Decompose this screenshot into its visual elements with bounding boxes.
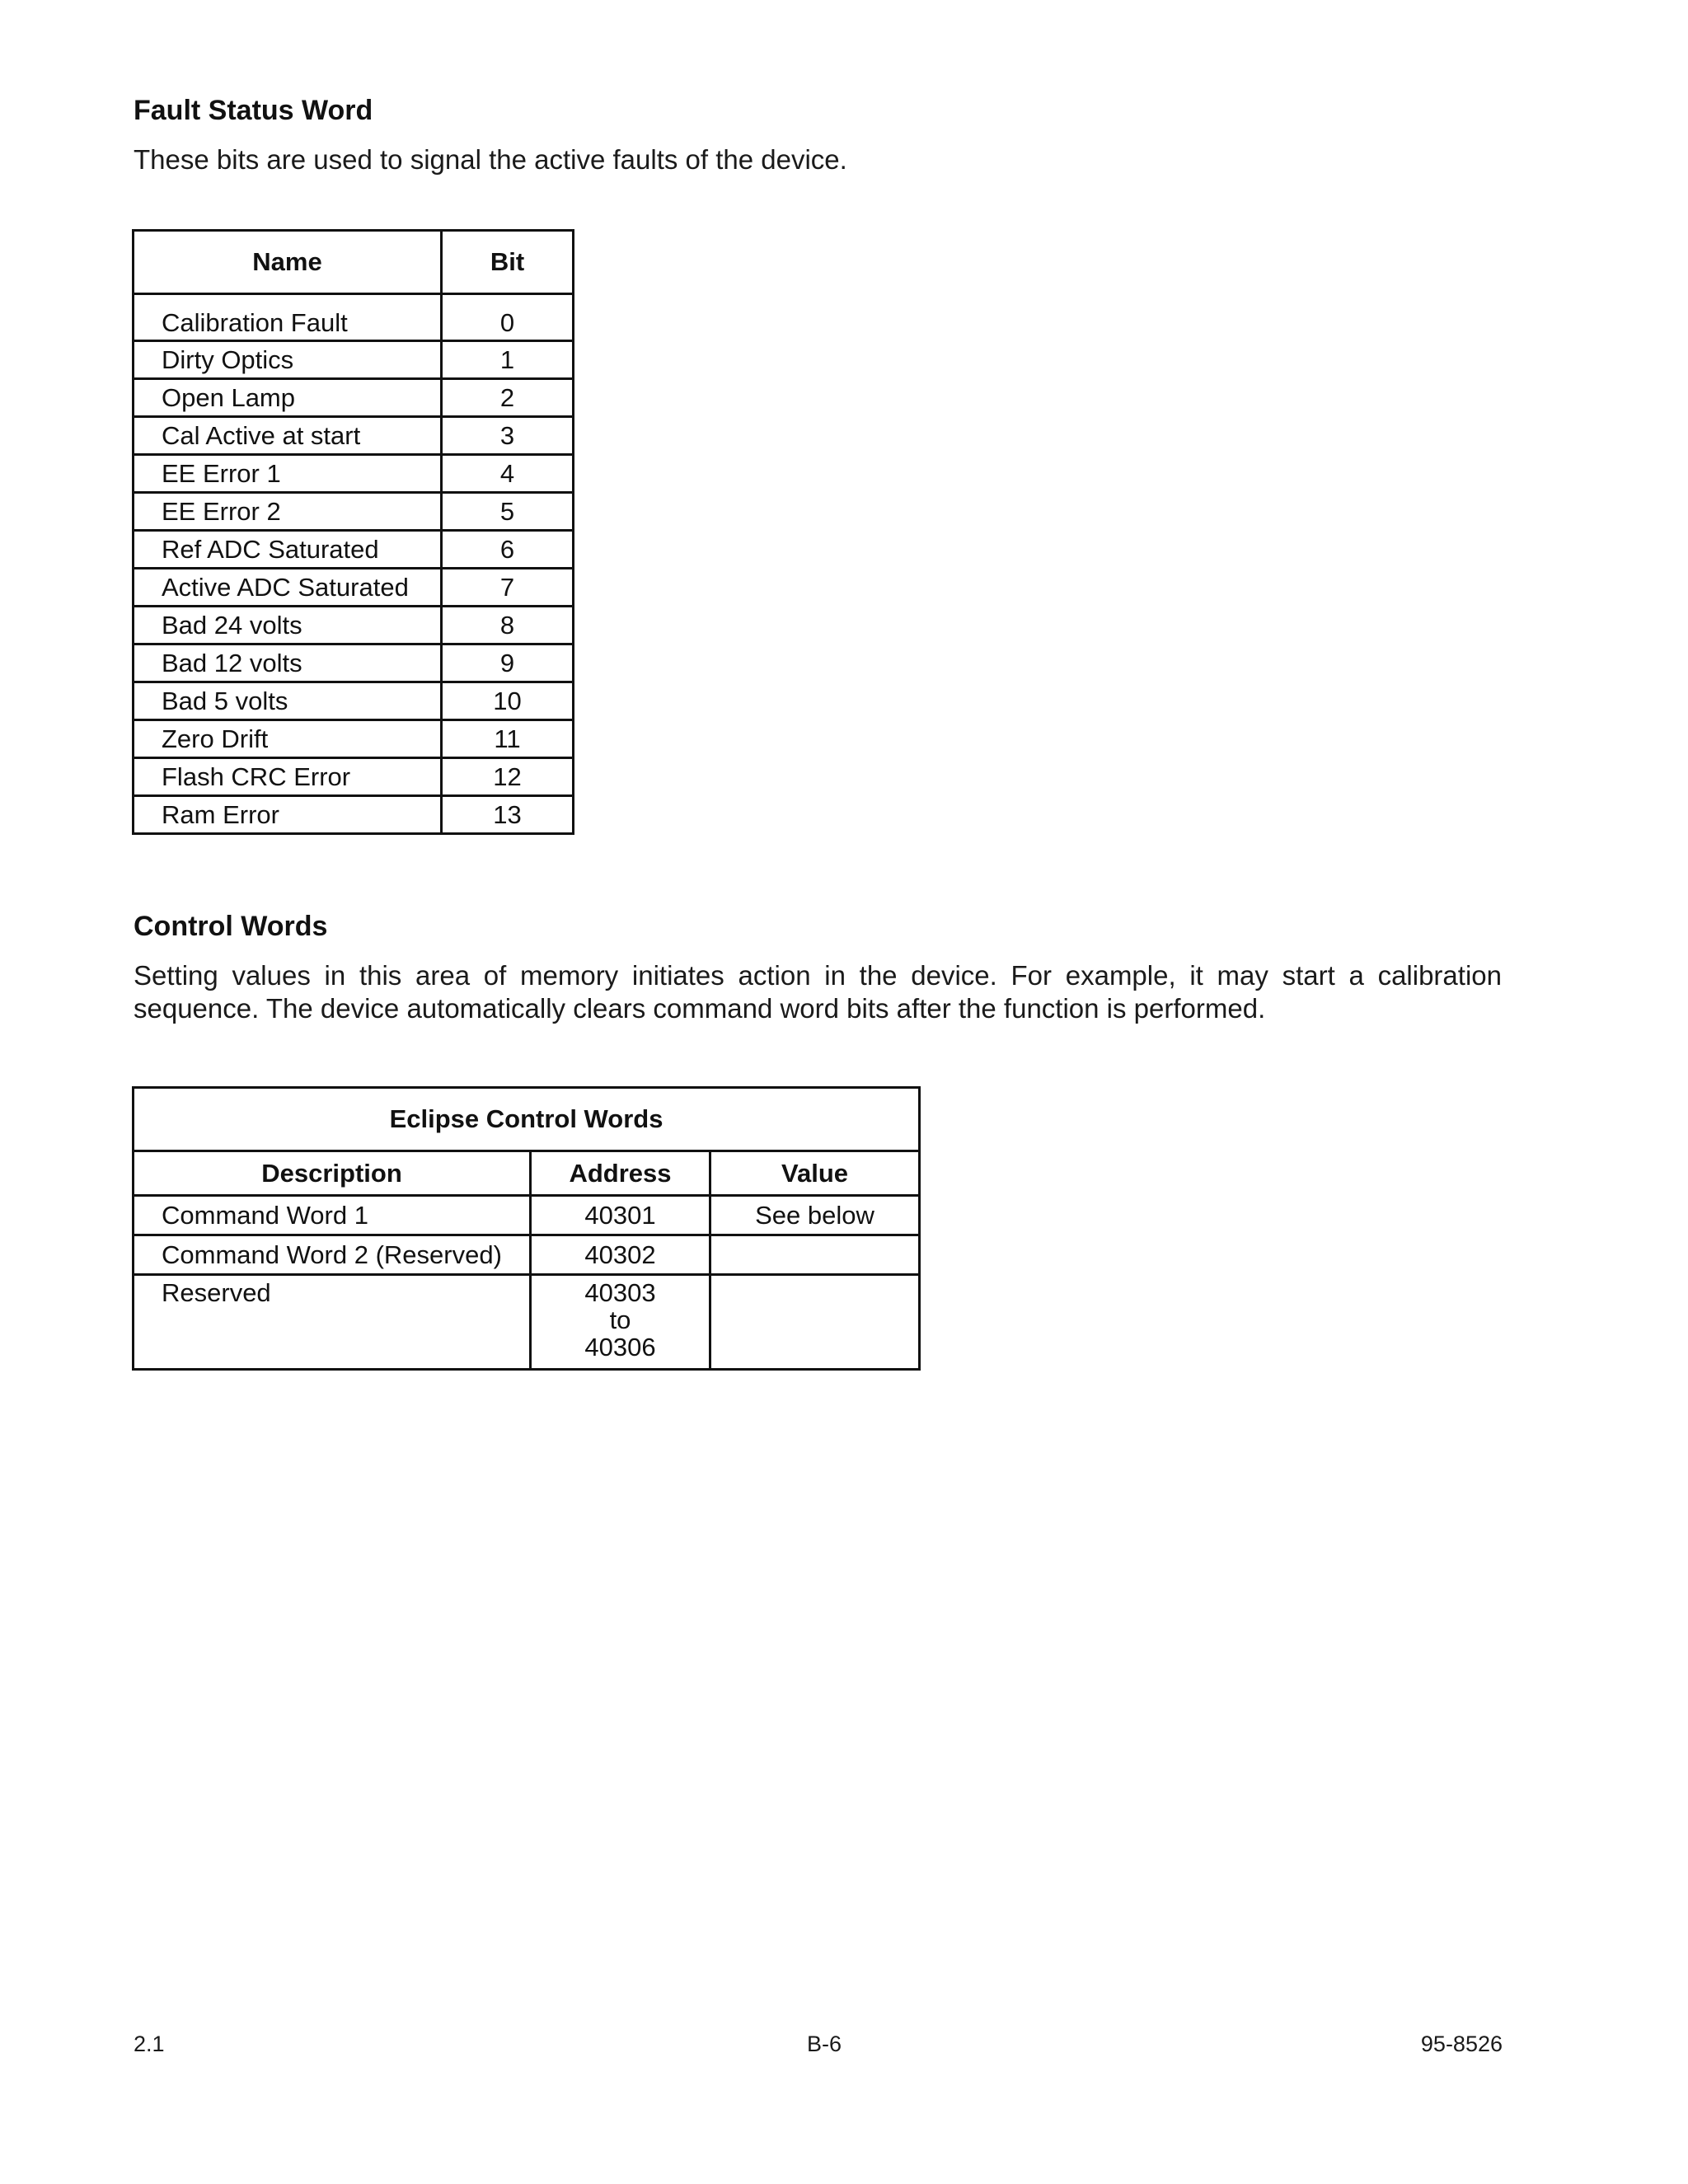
table-row <box>134 796 574 834</box>
control-table-header-description: Description <box>134 1151 531 1196</box>
fault-name-cell: Bad 24 volts <box>134 607 442 644</box>
footer-document-number: 95-8526 <box>1420 2032 1503 2056</box>
table-row <box>134 493 574 531</box>
control-table-header-address: Address <box>531 1151 710 1196</box>
fault-table-header-row <box>134 231 574 294</box>
fault-bit-cell: 12 <box>442 758 574 796</box>
fault-bit-cell: 10 <box>442 682 574 720</box>
fault-table-header-name: Name <box>134 231 442 294</box>
table-row <box>134 644 574 682</box>
fault-name-cell: Calibration Fault <box>134 294 442 341</box>
eclipse-control-words-table <box>132 1086 921 1371</box>
fault-bit-cell: 4 <box>442 455 574 493</box>
control-table-header-row <box>134 1151 920 1196</box>
control-description-cell: Command Word 2 (Reserved) <box>134 1235 531 1275</box>
table-row <box>134 720 574 758</box>
footer-revision: 2.1 <box>134 2032 165 2056</box>
fault-table-header-bit: Bit <box>442 231 574 294</box>
table-row <box>134 569 574 607</box>
control-value-cell <box>710 1275 920 1370</box>
table-row <box>134 455 574 493</box>
control-address-cell: 40302 <box>531 1235 710 1275</box>
fault-name-cell: Cal Active at start <box>134 417 442 455</box>
control-value-cell <box>710 1235 920 1275</box>
fault-bit-cell: 5 <box>442 493 574 531</box>
address-range-start: 40303 <box>584 1278 656 1307</box>
control-value-cell: See below <box>710 1196 920 1235</box>
fault-bit-cell: 3 <box>442 417 574 455</box>
control-words-heading: Control Words <box>134 911 328 942</box>
fault-name-cell: Bad 12 volts <box>134 644 442 682</box>
fault-bit-cell: 9 <box>442 644 574 682</box>
address-range-separator: to <box>609 1305 631 1334</box>
fault-bit-cell: 2 <box>442 379 574 417</box>
control-address-range-cell <box>531 1275 710 1370</box>
control-table-caption-row <box>134 1088 920 1151</box>
fault-name-cell: EE Error 1 <box>134 455 442 493</box>
fault-name-cell: Ram Error <box>134 796 442 834</box>
control-table-caption: Eclipse Control Words <box>134 1088 920 1151</box>
fault-name-cell: Open Lamp <box>134 379 442 417</box>
footer-page-number: B-6 <box>806 2032 842 2056</box>
table-row <box>134 1235 920 1275</box>
control-table-header-value: Value <box>710 1151 920 1196</box>
control-words-intro: Setting values in this area of memory initiates action in the device. For example, it may start a calibration sequence. The device automatically clears command word bits after the function is performed. <box>134 960 1502 1024</box>
fault-name-cell: EE Error 2 <box>134 493 442 531</box>
fault-name-cell: Dirty Optics <box>134 341 442 379</box>
fault-status-word-heading: Fault Status Word <box>134 95 373 126</box>
address-range-end: 40306 <box>584 1333 656 1361</box>
table-row <box>134 682 574 720</box>
fault-status-table <box>132 229 574 835</box>
control-description-cell: Command Word 1 <box>134 1196 531 1235</box>
table-row <box>134 341 574 379</box>
fault-bit-cell: 8 <box>442 607 574 644</box>
table-row <box>134 379 574 417</box>
table-row <box>134 758 574 796</box>
fault-name-cell: Zero Drift <box>134 720 442 758</box>
fault-bit-cell: 13 <box>442 796 574 834</box>
fault-name-cell: Active ADC Saturated <box>134 569 442 607</box>
control-description-cell: Reserved <box>134 1275 531 1370</box>
table-row <box>134 417 574 455</box>
table-row <box>134 1196 920 1235</box>
fault-bit-cell: 6 <box>442 531 574 569</box>
fault-name-cell: Bad 5 volts <box>134 682 442 720</box>
fault-bit-cell: 0 <box>442 294 574 341</box>
fault-bit-cell: 11 <box>442 720 574 758</box>
fault-name-cell: Flash CRC Error <box>134 758 442 796</box>
table-row <box>134 607 574 644</box>
fault-name-cell: Ref ADC Saturated <box>134 531 442 569</box>
fault-bit-cell: 7 <box>442 569 574 607</box>
fault-bit-cell: 1 <box>442 341 574 379</box>
fault-status-word-intro: These bits are used to signal the active faults of the device. <box>134 144 847 175</box>
table-row <box>134 1275 920 1370</box>
table-row <box>134 294 574 341</box>
control-address-cell: 40301 <box>531 1196 710 1235</box>
table-row <box>134 531 574 569</box>
